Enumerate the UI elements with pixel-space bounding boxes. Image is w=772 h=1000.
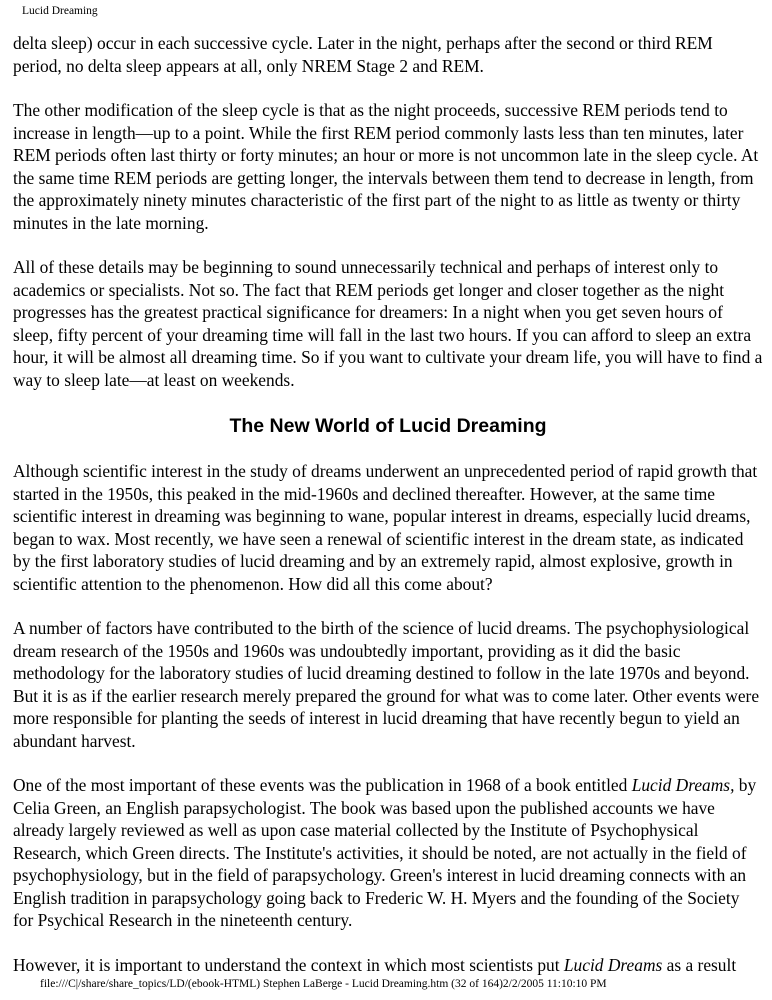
paragraph-factors: A number of factors have contributed to the birth of the science of lucid dreams. The psychophysiological dream research of the 1950s and 1960s was undoubtedly important, providing as it did the basic methodology for the laboratory studies of lucid dreaming destined to follow in the late 1970s and beyond. But it is as if the earlier research merely prepared the ground for what was to come later. Other events were more responsible for planting the seeds of interest in lucid dreaming that have recently begun to yield an abundant harvest. xyxy=(13,618,760,751)
paragraph-delta-sleep: delta sleep) occur in each successive cycle. Later in the night, perhaps after the second or third REM period, no delta sleep appears at all, only NREM Stage 2 and REM. xyxy=(13,33,713,76)
paragraph-practical-significance: All of these details may be beginning to sound unnecessarily technical and perhaps of interest only to academics or specialists. Not so. The fact that REM periods get longer and closer together as the night progresses has the greatest practical significance for dreamers: In a night when you get seven hours of sleep, fifty percent of your dreaming time will fall in the last two hours. If you can afford to sleep an extra hour, it will be almost all dreaming time. So if you want to cultivate your dream life, you will have to find a way to sleep late—at least on weekends. xyxy=(13,257,763,390)
paragraph-text: by Celia Green, an English parapsychologist. The book was based upon the published accounts we have already largely reviewed as well as upon case material collected by the Institute of Psychophysical Research, which Green directs. The Institute's activities, it should be noted, are not actually in the field of psychophysiology, but in the field of parapsychology. Green's interest in lucid dreaming connects with an English tradition in parapsychology going back to Frederic W. H. Myers and the founding of the Society for Psychical Research in the nineteenth century. xyxy=(13,775,757,930)
section-heading: The New World of Lucid Dreaming xyxy=(229,415,547,437)
paragraph-context xyxy=(13,954,763,977)
document-body xyxy=(13,32,763,976)
paragraph-text: as a result xyxy=(662,954,737,975)
paragraph-text: One of the most important of these events was the publication in 1968 of a book entitled xyxy=(13,775,632,795)
book-title: Lucid Dreams xyxy=(563,954,663,975)
paragraph-celia-green xyxy=(13,774,763,932)
paragraph-text: However, it is important to understand the context in which most scientists put xyxy=(13,954,564,975)
page-header-title: Lucid Dreaming xyxy=(22,5,98,17)
page-footer-path: file:///C|/share/share_topics/LD/(ebook-HTML) Stephen LaBerge - Lucid Dreaming.htm (32 of 164)2/2/2005 11:10:10 PM xyxy=(40,978,607,990)
book-title: Lucid Dreams, xyxy=(631,775,735,795)
paragraph-rem-length: The other modification of the sleep cycle is that as the night proceeds, successive REM periods tend to increase in length—up to a point. While the first REM period commonly lasts less than ten minutes, later REM periods often last thirty or forty minutes; an hour or more is not uncommon late in the sleep cycle. At the same time REM periods are getting longer, the intervals between them tend to decrease in length, from the approximately ninety minutes characteristic of the first part of the night to as little as twenty or thirty minutes in the late morning. xyxy=(13,100,759,233)
paragraph-scientific-interest: Although scientific interest in the study of dreams underwent an unprecedented period of rapid growth that started in the 1950s, this peaked in the mid-1960s and declined thereafter. However, at the same time scientific interest in dreaming was beginning to wane, popular interest in dreams, especially lucid dreams, began to wax. Most recently, we have seen a renewal of scientific interest in the dream state, as indicated by the first laboratory studies of lucid dreaming and by an extremely rapid, almost explosive, growth in scientific attention to the phenomenon. How did all this come about? xyxy=(13,461,758,594)
